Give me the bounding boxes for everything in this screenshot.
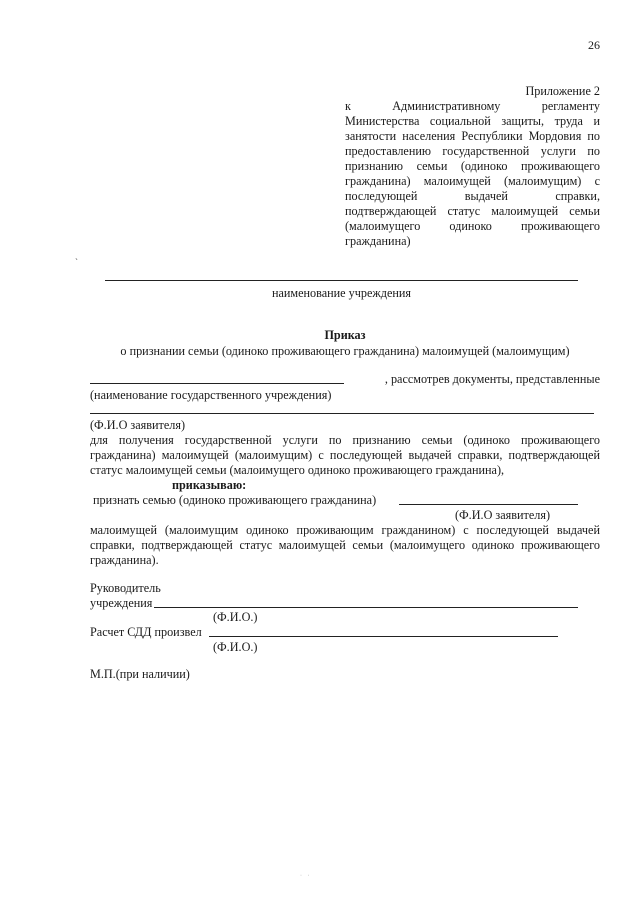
applicant-hint: (Ф.И.О заявителя)	[90, 418, 186, 432]
head-signature-line	[154, 607, 578, 608]
head-fio-hint: (Ф.И.О.)	[213, 610, 258, 624]
applicant-hint-2: (Ф.И.О заявителя)	[455, 508, 551, 522]
head-label-2: учреждения	[90, 596, 153, 610]
applicant-name-line	[399, 504, 578, 505]
stamp-label: М.П.(при наличии)	[90, 667, 190, 681]
page-number: 26	[588, 38, 600, 52]
order-heading: Приказ	[324, 328, 366, 342]
appendix-text: к Административному регламенту Министерства социальной защиты, труда и занятости населения Республики Мордовия по предоставлению государственной услуги по признанию семьи (одиноко проживающего гражданина) малоимущей (малоимущим) с последующей выдачей справки, подтверждающей статус малоимущей семьи (малоимущего одиноко проживающего гражданина)	[345, 99, 600, 248]
recognize-text: признать семью (одиноко проживающего гражданина)	[93, 493, 377, 507]
conclusion-paragraph: малоимущей (малоимущим одиноко проживающим гражданином) с последующей выдачей справки, подтверждающей статус малоимущей семьи (малоимущего одиноко проживающего гражданина).	[90, 523, 600, 567]
head-label-1: Руководитель	[90, 581, 161, 595]
institution-caption: наименование учреждения	[271, 286, 412, 300]
order-subheading: о признании семьи (одиноко проживающего гражданина) малоимущей (малоимущим)	[120, 344, 570, 358]
institution-name-line	[105, 280, 578, 281]
scan-mark: ˴	[75, 253, 78, 263]
appendix-title: Приложение 2	[525, 84, 600, 98]
decree-word: приказываю:	[172, 478, 247, 492]
calc-signature-line	[209, 636, 558, 637]
purpose-paragraph: для получения государственной услуги по признанию семьи (одиноко проживающего гражданина) малоимущей (малоимущим) с последующей выдачей справки, подтверждающей статус малоимущей семьи (малоимущего одиноко проживающего гражданина),	[90, 433, 600, 477]
institution-fill-line	[90, 383, 344, 384]
reviewed-text: , рассмотрев документы, представленные	[384, 372, 600, 386]
institution-hint: (наименование государственного учреждения)	[90, 388, 332, 402]
calc-label: Расчет СДД произвел	[90, 625, 202, 639]
calc-fio-hint: (Ф.И.О.)	[213, 640, 258, 654]
applicant-fill-line	[90, 413, 594, 414]
appendix-block	[345, 84, 600, 249]
scan-speck: · ·	[300, 873, 312, 879]
